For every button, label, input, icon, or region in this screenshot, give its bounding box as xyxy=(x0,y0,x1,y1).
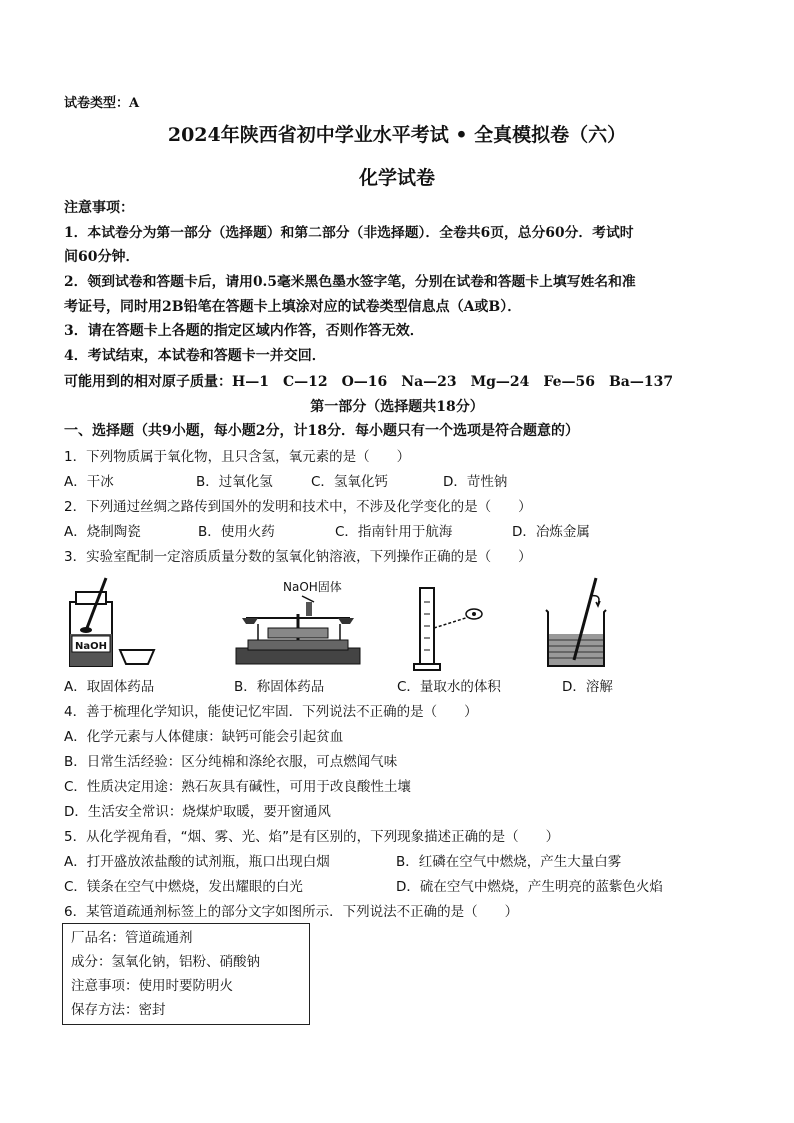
q4-option-a: A．化学元素与人体健康：缺钙可能会引起贫血 xyxy=(64,729,344,745)
exam-subject: 化学试卷 xyxy=(358,167,435,189)
q3-option-b: B．称固体药品 xyxy=(234,679,325,695)
q5-option-b: B．红磷在空气中燃烧，产生大量白雾 xyxy=(396,854,622,870)
q4-option-b: B．日常生活经验：区分纯棉和涤纶衣服，可点燃闻气味 xyxy=(64,754,398,770)
notes-heading: 注意事项： xyxy=(64,200,134,216)
q5-option-d: D．硫在空气中燃烧，产生明亮的蓝紫色火焰 xyxy=(396,879,663,895)
q3-option-a: A．取固体药品 xyxy=(64,679,155,695)
naoh-bottle-label: NaOH xyxy=(75,641,107,652)
q4-option-c: C．性质决定用途：熟石灰具有碱性，可用于改良酸性土壤 xyxy=(64,779,411,795)
note-3: 3．请在答题卡上各题的指定区域内作答，否则作答无效． xyxy=(64,323,424,339)
note-1-line-2: 间60分钟． xyxy=(64,249,140,265)
q2-stem: 2．下列通过丝绸之路传到国外的发明和技术中，不涉及化学变化的是（ ） xyxy=(64,499,532,515)
q2-option-d: D．冶炼金属 xyxy=(512,524,590,540)
label-product-name: 厂品名：管道疏通剂 xyxy=(71,930,193,946)
q2-option-b: B．使用火药 xyxy=(198,524,275,540)
label-storage: 保存方法：密封 xyxy=(71,1002,166,1018)
q4-stem: 4．善于梳理化学知识，能使记忆牢固．下列说法不正确的是（ ） xyxy=(64,704,478,720)
note-2-line-2: 考证号，同时用2B铅笔在答题卡上填涂对应的试卷类型信息点（A或B）． xyxy=(64,299,522,315)
q1-stem: 1．下列物质属于氧化物，且只含氢，氧元素的是（ ） xyxy=(64,449,411,465)
q2-option-a: A．烧制陶瓷 xyxy=(64,524,141,540)
q3-option-c: C．量取水的体积 xyxy=(397,679,501,695)
note-1-line-1: 1．本试卷分为第一部分（选择题）和第二部分（非选择题）．全卷共6页，总分60分．考试时 xyxy=(64,225,634,241)
atomic-masses: 可能用到的相对原子质量：H—1 C—12 O—16 Na—23 Mg—24 Fe—56 Ba—137 xyxy=(64,374,674,390)
graduated-cylinder-figure xyxy=(408,582,488,674)
q4-option-d: D．生活安全常识：烧煤炉取暖，要开窗通风 xyxy=(64,804,331,820)
exam-title: 2024年陕西省初中学业水平考试 • 全真模拟卷（六） xyxy=(167,124,627,146)
note-2-line-1: 2．领到试卷和答题卡后，请用0.5毫米黑色墨水签字笔，分别在试卷和答题卡上填写姓名和准 xyxy=(64,274,636,290)
naoh-solid-label: NaOH固体 xyxy=(283,580,342,594)
q1-option-b: B．过氧化氢 xyxy=(196,474,273,490)
q5-option-c: C．镁条在空气中燃烧，发出耀眼的白光 xyxy=(64,879,303,895)
section-heading: 一、选择题（共9小题，每小题2分，计18分．每小题只有一个选项是符合题意的） xyxy=(64,423,579,439)
paper-type: 试卷类型：A xyxy=(64,96,140,111)
q6-stem: 6．某管道疏通剂标签上的部分文字如图所示．下列说法不正确的是（ ） xyxy=(64,904,519,920)
naoh-bottle-figure xyxy=(62,568,172,676)
label-ingredients: 成分：氢氧化钠，铝粉、硝酸钠 xyxy=(71,954,260,970)
q2-option-c: C．指南针用于航海 xyxy=(335,524,453,540)
q1-option-a: A．干冰 xyxy=(64,474,114,490)
label-caution: 注意事项：使用时要防明火 xyxy=(71,978,233,994)
q1-option-c: C．氢氧化钙 xyxy=(311,474,388,490)
part1-heading: 第一部分（选择题共18分） xyxy=(310,399,484,415)
q3-stem: 3．实验室配制一定溶质质量分数的氢氧化钠溶液，下列操作正确的是（ ） xyxy=(64,549,532,565)
q1-option-d: D．苛性钠 xyxy=(443,474,508,490)
beaker-figure xyxy=(540,572,620,672)
note-4: 4．考试结束，本试卷和答题卡一并交回． xyxy=(64,348,326,364)
q5-option-a: A．打开盛放浓盐酸的试剂瓶，瓶口出现白烟 xyxy=(64,854,330,870)
product-label-box xyxy=(62,923,310,1025)
balance-figure xyxy=(228,594,368,670)
q5-stem: 5．从化学视角看，“烟、雾、光、焰”是有区别的，下列现象描述正确的是（ ） xyxy=(64,829,560,845)
q3-option-d: D．溶解 xyxy=(562,679,613,695)
